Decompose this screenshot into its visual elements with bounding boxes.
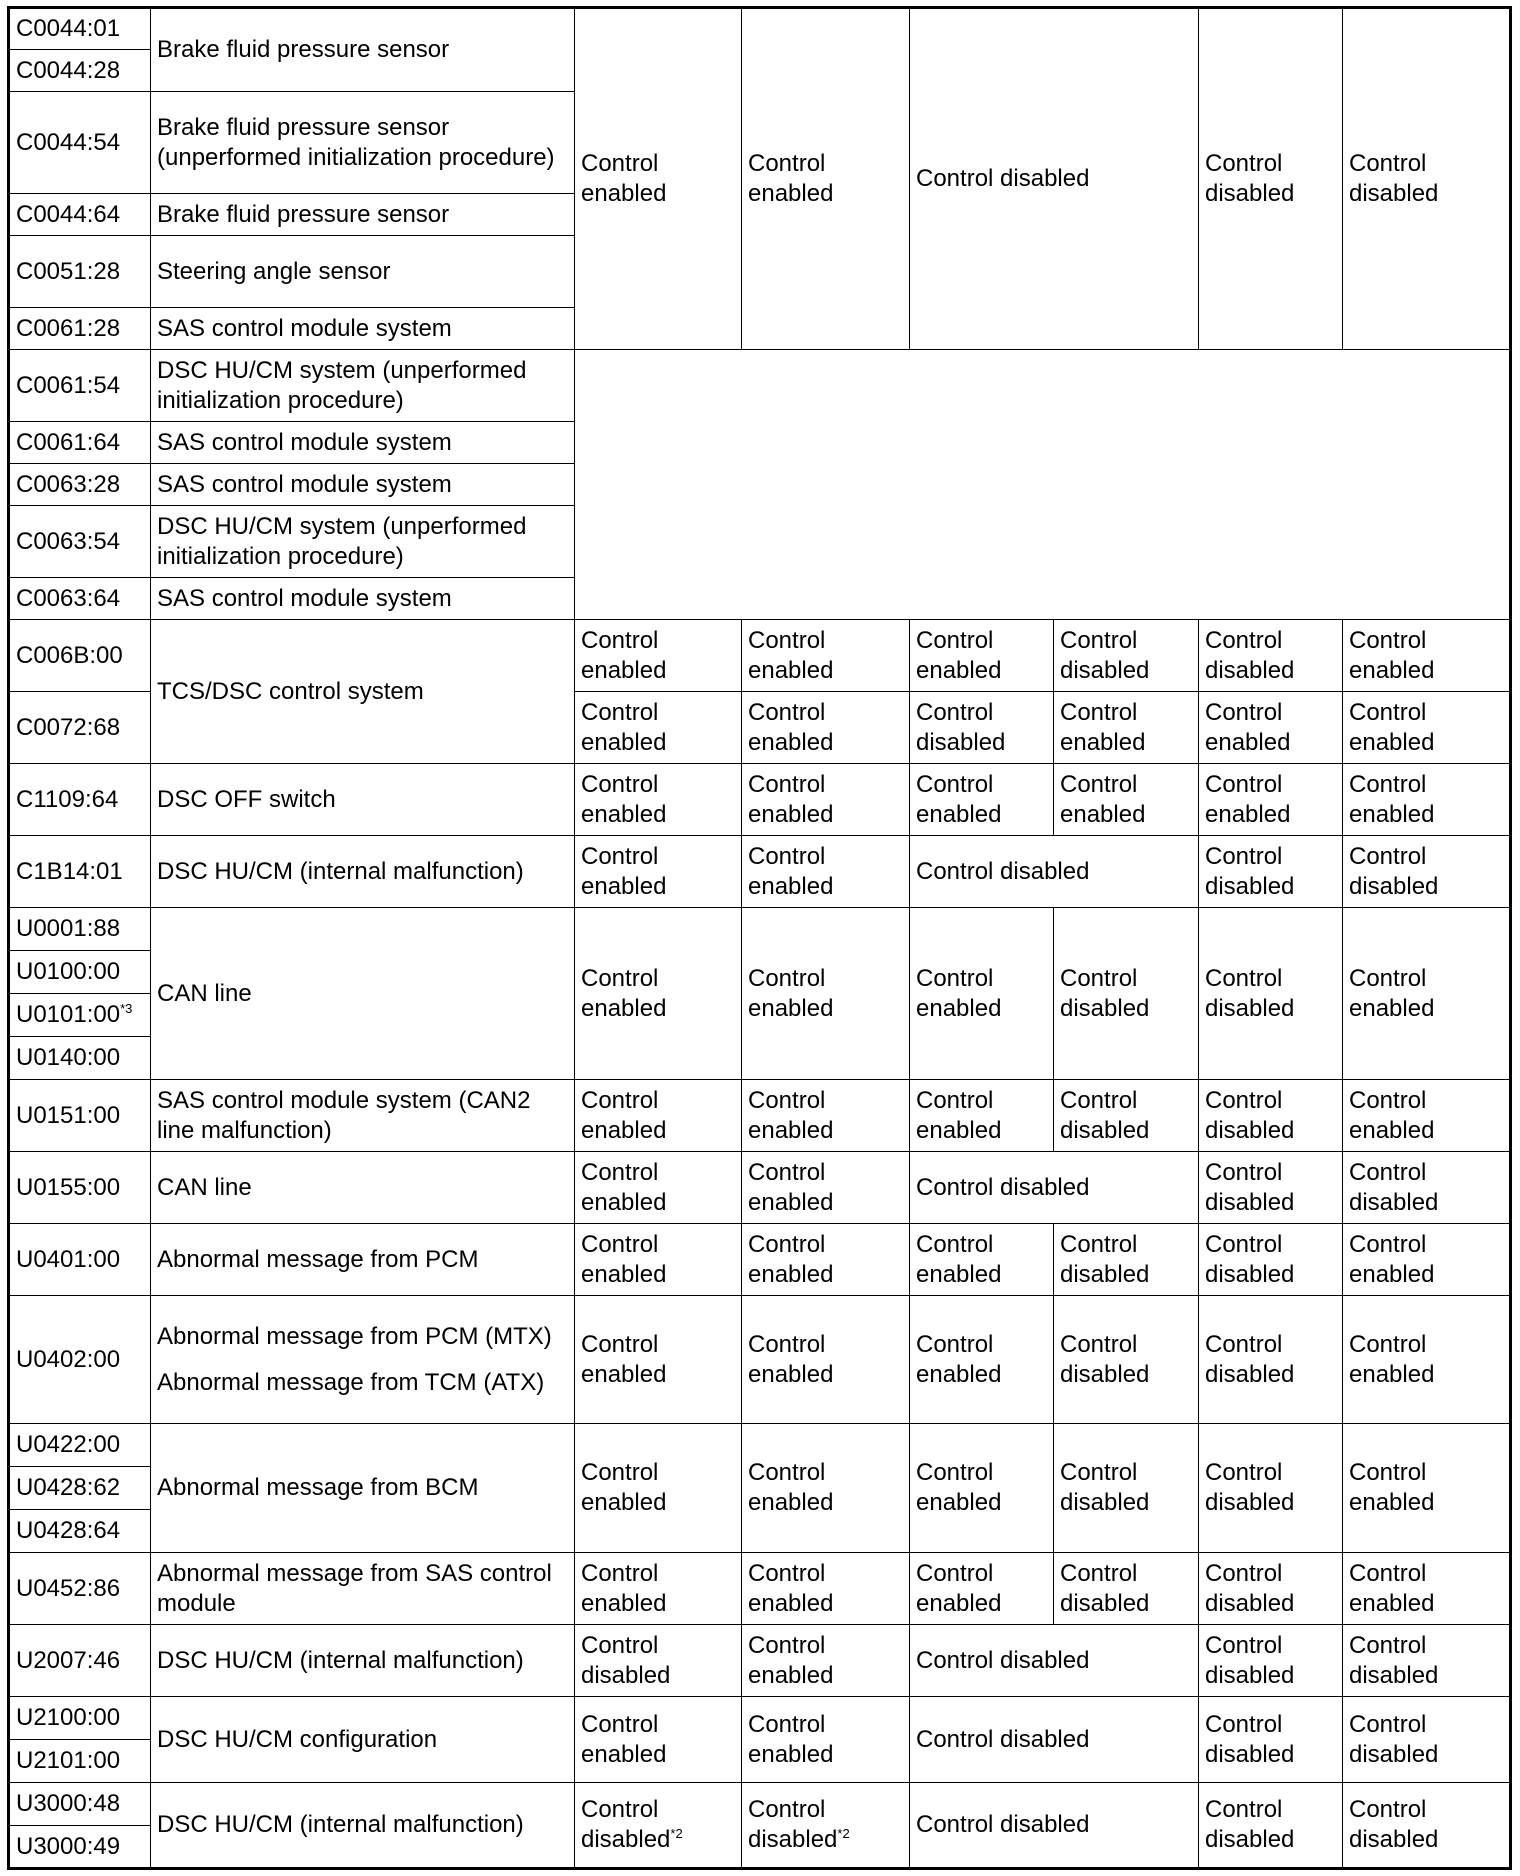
table-row (9, 1296, 1511, 1424)
dtc-code: C0063:28 (9, 464, 151, 506)
dtc-code: C006B:00 (9, 620, 151, 692)
dtc-description: Brake fluid pressure sensor (unperformed initialization procedure) (151, 92, 575, 194)
control-cell: Control enabled (910, 1553, 1054, 1625)
control-cell: Control disabled (1199, 1152, 1343, 1224)
dtc-code: U0100:00 (9, 951, 151, 994)
control-cell: Control disabled (1343, 1152, 1511, 1224)
dtc-control-table (7, 6, 1512, 1870)
dtc-code: U0140:00 (9, 1037, 151, 1080)
control-cell: Control disabled (1199, 908, 1343, 1080)
control-cell: Control disabled (1199, 1424, 1343, 1553)
dtc-code: U0402:00 (9, 1296, 151, 1424)
control-cell: Control disabled (575, 1625, 742, 1697)
control-cell: Control enabled (1343, 1424, 1511, 1553)
control-cell: Control enabled (1199, 692, 1343, 764)
table-row (9, 422, 1511, 464)
dtc-description: SAS control module system (CAN2 line malfunction) (151, 1080, 575, 1152)
control-cell: Control disabled (1054, 908, 1199, 1080)
control-cell: Control disabled (1343, 1625, 1511, 1697)
control-cell: Control enabled (575, 1424, 742, 1553)
dtc-code: U0428:64 (9, 1510, 151, 1553)
control-cell: Control enabled (910, 764, 1054, 836)
control-cell: Control disabled (1199, 1783, 1343, 1869)
dtc-description: Steering angle sensor (151, 236, 575, 308)
table-row (9, 506, 1511, 578)
dtc-code (9, 994, 151, 1037)
dtc-code: U0452:86 (9, 1553, 151, 1625)
control-cell: Control enabled (742, 836, 910, 908)
dtc-code: U2100:00 (9, 1697, 151, 1740)
dtc-description: SAS control module system (151, 578, 575, 620)
control-cell: Control enabled (742, 1152, 910, 1224)
control-cell: Control disabled (1054, 620, 1199, 692)
dtc-description-mtx: Abnormal message from PCM (MTX) (157, 1322, 552, 1350)
dtc-code: C0061:28 (9, 308, 151, 350)
table-row (9, 1424, 1511, 1467)
dtc-code: U3000:48 (9, 1783, 151, 1826)
control-cell: Control enabled (910, 908, 1054, 1080)
table-row (9, 578, 1511, 620)
table-row (9, 620, 1511, 692)
control-cell: Control enabled (575, 8, 742, 350)
control-cell: Control disabled (1054, 1224, 1199, 1296)
control-cell: Control enabled (742, 1424, 910, 1553)
dtc-description: SAS control module system (151, 464, 575, 506)
control-cell: Control enabled (742, 8, 910, 350)
dtc-code: C0051:28 (9, 236, 151, 308)
control-cell (575, 1783, 742, 1869)
control-cell: Control disabled (1199, 1296, 1343, 1424)
dtc-code: U0001:88 (9, 908, 151, 951)
table-row (9, 1152, 1511, 1224)
control-cell: Control disabled (1199, 1553, 1343, 1625)
control-cell: Control enabled (575, 692, 742, 764)
control-cell: Control enabled (575, 1697, 742, 1783)
control-cell: Control enabled (575, 620, 742, 692)
control-cell: Control disabled (910, 1625, 1199, 1697)
control-cell: Control disabled (1199, 1697, 1343, 1783)
dtc-code: C0044:01 (9, 8, 151, 50)
dtc-code: C1109:64 (9, 764, 151, 836)
control-cell: Control disabled (1343, 1697, 1511, 1783)
dtc-code: U0401:00 (9, 1224, 151, 1296)
control-cell: Control enabled (910, 1080, 1054, 1152)
control-cell: Control enabled (575, 1224, 742, 1296)
control-cell: Control enabled (1343, 620, 1511, 692)
dtc-code: U2101:00 (9, 1740, 151, 1783)
table-row (9, 1625, 1511, 1697)
table-row (9, 836, 1511, 908)
dtc-code: U3000:49 (9, 1826, 151, 1869)
footnote-marker: *2 (837, 1826, 850, 1841)
dtc-description: DSC HU/CM system (unperformed initialization procedure) (151, 350, 575, 422)
control-cell: Control disabled (1199, 8, 1343, 350)
dtc-code: U0155:00 (9, 1152, 151, 1224)
control-cell: Control disabled (910, 836, 1199, 908)
control-cell: Control enabled (910, 1296, 1054, 1424)
dtc-description: CAN line (151, 1152, 575, 1224)
control-cell: Control enabled (575, 908, 742, 1080)
control-cell-text: Control disabled (748, 1796, 838, 1853)
control-cell: Control disabled (1199, 1625, 1343, 1697)
control-cell (742, 1783, 910, 1869)
control-cell: Control enabled (742, 1080, 910, 1152)
dtc-description: SAS control module system (151, 422, 575, 464)
control-cell: Control enabled (742, 1625, 910, 1697)
control-cell: Control disabled (1199, 1224, 1343, 1296)
table-row (9, 1783, 1511, 1826)
control-cell: Control enabled (742, 764, 910, 836)
control-cell: Control disabled (1343, 8, 1511, 350)
dtc-code: U0422:00 (9, 1424, 151, 1467)
footnote-marker: *3 (120, 1001, 133, 1016)
table-row (9, 908, 1511, 951)
control-cell: Control enabled (1343, 1296, 1511, 1424)
dtc-code: U0428:62 (9, 1467, 151, 1510)
dtc-code-text: U0101:00 (16, 1001, 121, 1028)
control-cell: Control disabled (910, 1152, 1199, 1224)
dtc-code: C0044:28 (9, 50, 151, 92)
table-row (9, 464, 1511, 506)
dtc-description: SAS control module system (151, 308, 575, 350)
table-row (9, 1697, 1511, 1740)
table-row (9, 8, 1511, 50)
control-cell: Control enabled (1343, 1080, 1511, 1152)
control-cell: Control enabled (1199, 764, 1343, 836)
control-cell: Control enabled (910, 620, 1054, 692)
control-cell: Control disabled (1054, 1296, 1199, 1424)
control-cell: Control enabled (742, 1224, 910, 1296)
control-cell: Control disabled (1054, 1424, 1199, 1553)
dtc-description: Abnormal message from SAS control module (151, 1553, 575, 1625)
dtc-description: DSC HU/CM (internal malfunction) (151, 1783, 575, 1869)
control-cell: Control disabled (910, 1783, 1199, 1869)
control-cell: Control enabled (742, 1553, 910, 1625)
dtc-description (151, 1296, 575, 1424)
dtc-description: DSC HU/CM (internal malfunction) (151, 836, 575, 908)
dtc-description: TCS/DSC control system (151, 620, 575, 764)
dtc-code: U2007:46 (9, 1625, 151, 1697)
control-cell: Control enabled (1343, 1224, 1511, 1296)
dtc-description: Abnormal message from BCM (151, 1424, 575, 1553)
control-cell: Control disabled (910, 1697, 1199, 1783)
table-row (9, 1553, 1511, 1625)
dtc-description: DSC HU/CM system (unperformed initialization procedure) (151, 506, 575, 578)
dtc-description: DSC HU/CM (internal malfunction) (151, 1625, 575, 1697)
dtc-code: C0061:64 (9, 422, 151, 464)
control-cell: Control enabled (575, 1080, 742, 1152)
control-cell: Control enabled (575, 1553, 742, 1625)
control-cell: Control enabled (742, 1697, 910, 1783)
table-row (9, 1224, 1511, 1296)
control-cell: Control enabled (1343, 764, 1511, 836)
control-cell: Control enabled (742, 908, 910, 1080)
table-row (9, 1080, 1511, 1152)
control-cell: Control disabled (1199, 1080, 1343, 1152)
control-cell: Control disabled (1199, 836, 1343, 908)
dtc-code: C0063:54 (9, 506, 151, 578)
control-cell: Control disabled (1054, 1080, 1199, 1152)
dtc-code: C0072:68 (9, 692, 151, 764)
control-cell: Control enabled (742, 692, 910, 764)
dtc-code: C0063:64 (9, 578, 151, 620)
dtc-description: CAN line (151, 908, 575, 1080)
control-cell: Control enabled (1343, 692, 1511, 764)
dtc-code: C0061:54 (9, 350, 151, 422)
control-cell: Control enabled (575, 1296, 742, 1424)
dtc-code: C1B14:01 (9, 836, 151, 908)
dtc-description: DSC OFF switch (151, 764, 575, 836)
dtc-description: Abnormal message from PCM (151, 1224, 575, 1296)
footnote-marker: *2 (670, 1826, 683, 1841)
control-cell: Control enabled (575, 836, 742, 908)
control-cell: Control enabled (1054, 764, 1199, 836)
dtc-code: C0044:54 (9, 92, 151, 194)
control-cell: Control enabled (575, 764, 742, 836)
control-cell: Control enabled (1343, 908, 1511, 1080)
control-cell: Control disabled (1054, 1553, 1199, 1625)
control-cell: Control enabled (742, 620, 910, 692)
table-row (9, 350, 1511, 422)
control-cell: Control disabled (1343, 836, 1511, 908)
dtc-description: DSC HU/CM configuration (151, 1697, 575, 1783)
control-cell: Control enabled (910, 1424, 1054, 1553)
dtc-code: U0151:00 (9, 1080, 151, 1152)
control-cell: Control enabled (1054, 692, 1199, 764)
dtc-description: Brake fluid pressure sensor (151, 194, 575, 236)
dtc-description: Brake fluid pressure sensor (151, 8, 575, 92)
control-cell: Control enabled (910, 1224, 1054, 1296)
control-cell: Control enabled (575, 1152, 742, 1224)
dtc-code: C0044:64 (9, 194, 151, 236)
control-cell: Control enabled (1343, 1553, 1511, 1625)
table-row (9, 764, 1511, 836)
control-cell: Control disabled (910, 692, 1054, 764)
control-cell: Control disabled (910, 8, 1199, 350)
control-cell-text: Control disabled (581, 1796, 671, 1853)
control-cell: Control disabled (1199, 620, 1343, 692)
control-cell: Control enabled (742, 1296, 910, 1424)
dtc-description-atx: Abnormal message from TCM (ATX) (157, 1368, 545, 1396)
control-cell: Control disabled (1343, 1783, 1511, 1869)
